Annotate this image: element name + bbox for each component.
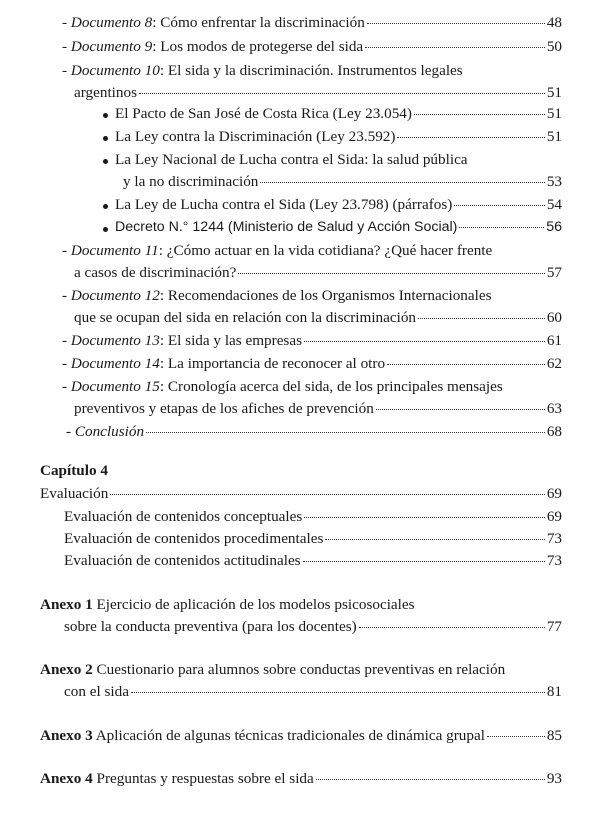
dot-leader — [110, 493, 544, 495]
doc-title: : Recomendaciones de los Organismos Internacionales — [159, 287, 492, 304]
page-number: 61 — [546, 332, 562, 349]
page-number: 73 — [546, 530, 562, 547]
doc-label: Documento 11 — [70, 242, 159, 259]
dot-leader — [359, 626, 545, 628]
page-number: 48 — [546, 14, 562, 31]
page-number: 69 — [546, 508, 562, 525]
toc-entry-doc10-line1: - Documento 10: El sida y la discriminación. Instrumentos legales — [62, 62, 463, 79]
toc-subentry-line1: La Ley Nacional de Lucha contra el Sida: la salud pública — [115, 151, 468, 168]
toc-subentry: El Pacto de San José de Costa Rica (Ley 23.054) 51 — [115, 105, 562, 122]
bullet-icon — [103, 227, 108, 232]
doc-label: Documento 14 — [70, 355, 160, 372]
toc-subentry: Decreto N.° 1244 (Ministerio de Salud y Acción Social) 56 — [115, 219, 562, 235]
doc-label: Documento 8 — [70, 14, 153, 31]
dot-leader — [238, 272, 544, 274]
toc-entry-anexo2-line1: Anexo 2 Cuestionario para alumnos sobre conductas preventivas en relación — [40, 661, 506, 678]
dot-leader — [376, 408, 545, 410]
doc-title: : Cómo enfrentar la discriminación — [152, 14, 365, 31]
toc-entry-anexo3: Anexo 3 Aplicación de algunas técnicas tradicionales de dinámica grupal 85 — [40, 727, 562, 744]
toc-entry-conclusion: - Conclusión 68 — [66, 423, 562, 440]
doc-label: Documento 12 — [70, 287, 160, 304]
doc-title: : La importancia de reconocer al otro — [159, 355, 386, 372]
page-number: 54 — [546, 196, 562, 213]
doc-label: Documento 13 — [70, 332, 160, 349]
page-number: 81 — [546, 683, 562, 700]
dot-leader — [418, 317, 545, 319]
toc-entry-doc15-line2: preventivos y etapas de los afiches de prevención 63 — [74, 400, 562, 417]
dot-leader — [325, 538, 544, 540]
bullet-icon — [103, 113, 108, 118]
toc-entry-doc11-line1: - Documento 11: ¿Cómo actuar en la vida cotidiana? ¿Qué hacer frente — [62, 242, 493, 259]
page-number: 73 — [546, 552, 562, 569]
toc-subentry: La Ley contra la Discriminación (Ley 23.592) 51 — [115, 128, 562, 145]
dot-leader — [260, 181, 544, 183]
page-number: 60 — [546, 309, 562, 326]
toc-entry-anexo1-line1: Anexo 1 Ejercicio de aplicación de los modelos psicosociales — [40, 596, 415, 613]
bullet-icon — [103, 136, 108, 141]
bullet-icon — [103, 204, 108, 209]
toc-entry-doc9: - Documento 9: Los modos de protegerse del sida 50 — [62, 38, 562, 55]
dot-leader — [365, 46, 545, 48]
doc-title: : ¿Cómo actuar en la vida cotidiana? ¿Qué hacer frente — [158, 242, 493, 259]
dot-leader — [139, 92, 545, 94]
dot-leader — [487, 735, 545, 737]
toc-entry-doc15-line1: - Documento 15: Cronología acerca del sida, de los principales mensajes — [62, 378, 503, 395]
toc-entry-anexo2-line2: con el sida 81 — [64, 683, 562, 700]
dot-leader — [304, 340, 545, 342]
anexo-label: Anexo 1 — [40, 596, 93, 613]
toc-subentry: La Ley de Lucha contra el Sida (Ley 23.798) (párrafos) 54 — [115, 196, 562, 213]
doc-label: Documento 15 — [70, 378, 160, 395]
dot-leader — [131, 691, 545, 693]
page-number: 51 — [546, 84, 562, 101]
dot-leader — [397, 136, 544, 138]
dot-leader — [414, 113, 545, 115]
page-number: 56 — [546, 219, 562, 235]
dot-leader — [316, 778, 545, 780]
bullet-icon — [103, 159, 108, 164]
doc-title: : El sida y las empresas — [159, 332, 302, 349]
toc-entry-doc13: - Documento 13: El sida y las empresas 61 — [62, 332, 562, 349]
toc-entry-doc12-line2: que se ocupan del sida en relación con la discriminación 60 — [74, 309, 562, 326]
dot-leader — [459, 226, 544, 228]
toc-subentry-line2: y la no discriminación 53 — [123, 173, 562, 190]
dot-leader — [454, 204, 544, 206]
toc-entry-anexo4: Anexo 4 Preguntas y respuestas sobre el sida 93 — [40, 770, 562, 787]
page-number: 68 — [546, 423, 562, 440]
dot-leader — [303, 560, 545, 562]
toc-subentry: Evaluación de contenidos actitudinales 73 — [64, 552, 562, 569]
doc-title: : Cronología acerca del sida, de los principales mensajes — [159, 378, 503, 395]
page-number: 77 — [546, 618, 562, 635]
page-number: 51 — [546, 128, 562, 145]
toc-entry-doc11-line2: a casos de discriminación? 57 — [74, 264, 562, 281]
page-number: 93 — [546, 770, 562, 787]
page-number: 62 — [546, 355, 562, 372]
anexo-label: Anexo 3 — [40, 727, 93, 744]
anexo-label: Anexo 2 — [40, 661, 93, 678]
doc-label: Documento 10 — [70, 62, 160, 79]
page-number: 63 — [546, 400, 562, 417]
toc-entry-doc10-line2: argentinos 51 — [74, 84, 562, 101]
toc-entry-doc12-line1: - Documento 12: Recomendaciones de los Organismos Internacionales — [62, 287, 492, 304]
dot-leader — [146, 431, 545, 433]
page-number: 50 — [546, 38, 562, 55]
conclusion-label: Conclusión — [74, 423, 145, 440]
page-number: 53 — [546, 173, 562, 190]
dot-leader — [304, 516, 545, 518]
anexo-label: Anexo 4 — [40, 770, 93, 787]
toc-entry-doc8: - Documento 8: Cómo enfrentar la discriminación 48 — [62, 14, 562, 31]
dot-leader — [387, 363, 545, 365]
toc-subentry: Evaluación de contenidos conceptuales 69 — [64, 508, 562, 525]
page-number: 69 — [546, 485, 562, 502]
doc-label: Documento 9 — [70, 38, 153, 55]
toc-entry-doc14: - Documento 14: La importancia de reconocer al otro 62 — [62, 355, 562, 372]
page-number: 85 — [546, 727, 562, 744]
chapter-heading: Capítulo 4 — [40, 462, 108, 479]
page-number: 57 — [546, 264, 562, 281]
toc-subentry: Evaluación de contenidos procedimentales 73 — [64, 530, 562, 547]
doc-title: : El sida y la discriminación. Instrumentos legales — [159, 62, 463, 79]
toc-entry-evaluacion: Evaluación 69 — [40, 485, 562, 502]
dot-leader — [367, 22, 545, 24]
page-number: 51 — [546, 105, 562, 122]
doc-title: : Los modos de protegerse del sida — [152, 38, 364, 55]
toc-entry-anexo1-line2: sobre la conducta preventiva (para los docentes) 77 — [64, 618, 562, 635]
